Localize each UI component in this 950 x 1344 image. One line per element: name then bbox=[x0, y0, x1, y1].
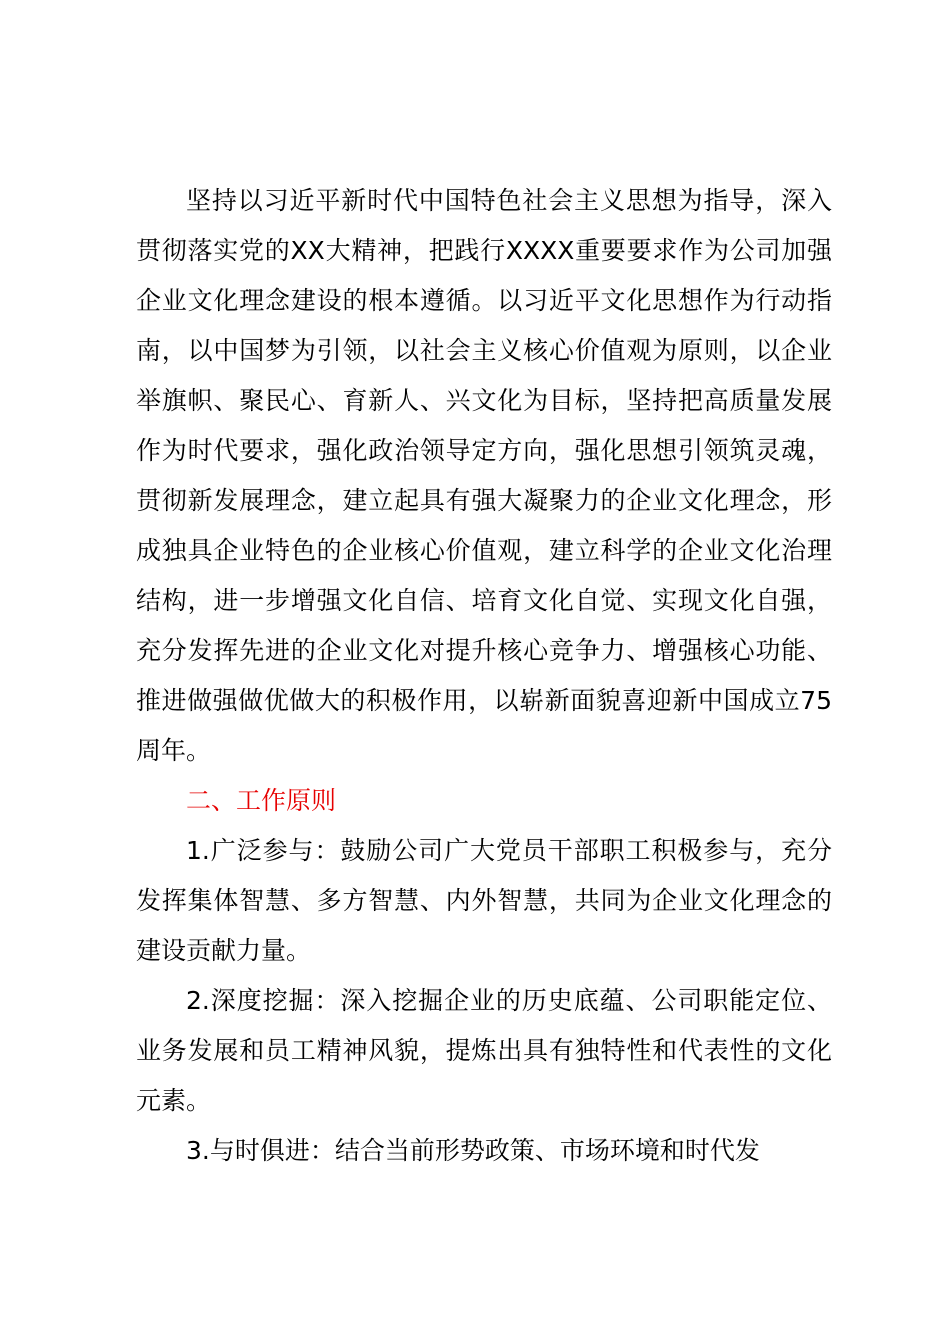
principle-paragraph-3: 3.与时俱进：结合当前形势政策、市场环境和时代发 bbox=[186, 1136, 760, 1165]
section-heading: 二、工作原则 bbox=[186, 786, 337, 815]
document-body bbox=[136, 176, 832, 1176]
principle-paragraph-2: 2.深度挖掘：深入挖掘企业的历史底蕴、公司职能定位、业务发展和员工精神风貌，提炼出具有独特性和代表性的文化元素。 bbox=[136, 986, 832, 1115]
intro-paragraph: 坚持以习近平新时代中国特色社会主义思想为指导，深入贯彻落实党的XX大精神，把践行XXXX重要要求作为公司加强企业文化理念建设的根本遵循。以习近平文化思想作为行动指南，以中国梦为引领，以社会主义核心价值观为原则，以企业举旗帜、聚民心、育新人、兴文化为目标，坚持把高质量发展作为时代要求，强化政治领导定方向，强化思想引领筑灵魂，贯彻新发展理念，建立起具有强大凝聚力的企业文化理念，形成独具企业特色的企业核心价值观，建立科学的企业文化治理结构，进一步增强文化自信、培育文化自觉、实现文化自强，充分发挥先进的企业文化对提升核心竞争力、增强核心功能、推进做强做优做大的积极作用，以崭新面貌喜迎新中国成立75周年。 bbox=[136, 186, 832, 765]
principle-paragraph-1: 1.广泛参与：鼓励公司广大党员干部职工积极参与，充分发挥集体智慧、多方智慧、内外智慧，共同为企业文化理念的建设贡献力量。 bbox=[136, 836, 832, 965]
